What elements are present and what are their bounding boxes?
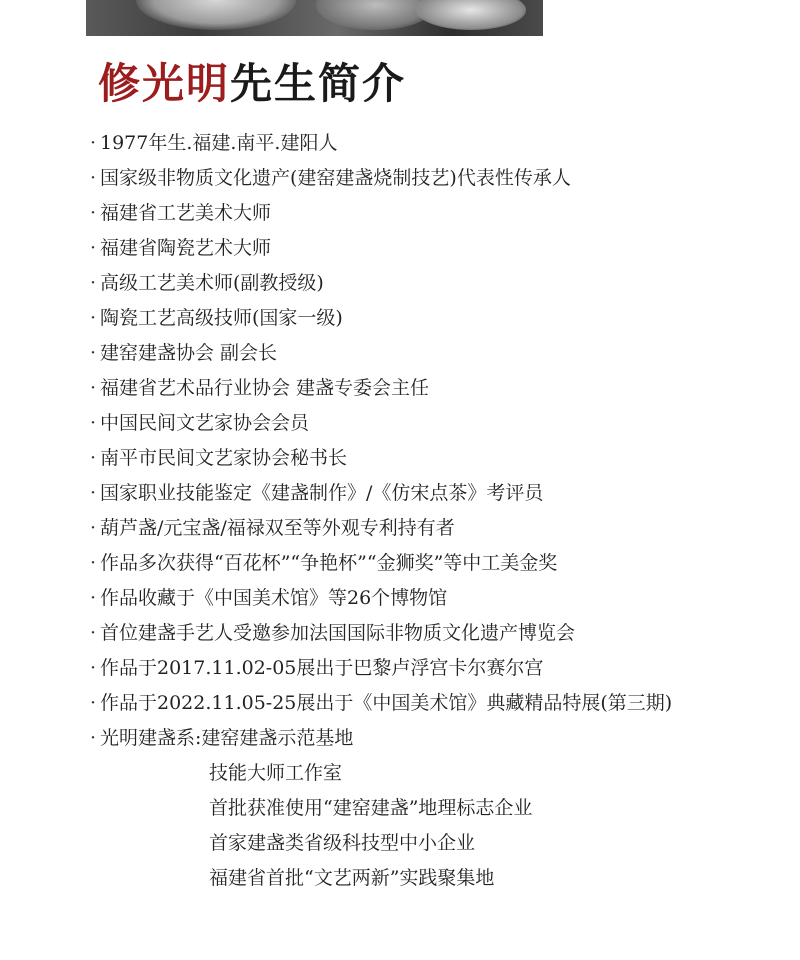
bullet: · [89, 587, 97, 609]
list-item-text: 陶瓷工艺高级技师(国家一级) [100, 307, 343, 329]
photo-highlight [416, 0, 526, 30]
bullet: · [89, 202, 97, 224]
list-item-text: 国家级非物质文化遗产(建窑建盏烧制技艺)代表性传承人 [100, 167, 571, 189]
title-name: 修光明 [98, 59, 231, 108]
bullet: · [89, 307, 97, 329]
bullet: · [89, 342, 97, 364]
bullet: · [89, 482, 97, 504]
list-item [86, 511, 786, 546]
bullet: · [89, 167, 97, 189]
list-item-text: 作品于2022.11.05-25展出于《中国美术馆》典藏精品特展(第三期) [100, 692, 673, 714]
bullet: · [89, 692, 97, 714]
sub-list-item: 福建省首批“文艺两新”实践聚集地 [209, 867, 495, 889]
list-item [86, 546, 786, 581]
list-item [86, 301, 786, 336]
list-item [86, 441, 786, 476]
list-item [86, 581, 786, 616]
bullet: · [89, 132, 97, 154]
list-item-text: 作品收藏于《中国美术馆》等26个博物馆 [100, 587, 448, 609]
sub-list-item: 技能大师工作室 [209, 762, 343, 784]
bullet: · [89, 622, 97, 644]
bio-list [86, 126, 786, 756]
list-item [86, 406, 786, 441]
list-item [86, 651, 786, 686]
bullet: · [89, 237, 97, 259]
page-title [98, 56, 406, 112]
list-item [86, 231, 786, 266]
list-item [86, 266, 786, 301]
list-item-text: 作品于2017.11.02-05展出于巴黎卢浮宫卡尔赛尔宫 [100, 657, 544, 679]
list-item [86, 196, 786, 231]
bullet: · [89, 727, 97, 749]
list-item [86, 371, 786, 406]
list-item-text: 葫芦盏/元宝盏/福禄双至等外观专利持有者 [100, 517, 455, 539]
list-item-text: 福建省陶瓷艺术大师 [100, 237, 272, 259]
list-item-text: 建窑建盏协会 副会长 [100, 342, 278, 364]
sub-list-item: 首批获准使用“建窑建盏”地理标志企业 [209, 797, 533, 819]
bullet: · [89, 412, 97, 434]
list-item [86, 161, 786, 196]
bullet: · [89, 272, 97, 294]
base-sub-list [209, 756, 532, 896]
bullet: · [89, 552, 97, 574]
list-item-text: 1977年生.福建.南平.建阳人 [100, 132, 338, 154]
list-item [86, 721, 786, 756]
list-item [86, 336, 786, 371]
bullet: · [89, 447, 97, 469]
list-item [86, 476, 786, 511]
list-item-text: 国家职业技能鉴定《建盏制作》/《仿宋点茶》考评员 [100, 482, 544, 504]
list-item [86, 126, 786, 161]
list-item-text: 中国民间文艺家协会会员 [100, 412, 310, 434]
list-item-text: 高级工艺美术师(副教授级) [100, 272, 324, 294]
list-item-text: 福建省艺术品行业协会 建盏专委会主任 [100, 377, 430, 399]
title-rest: 先生简介 [230, 59, 407, 108]
list-item [86, 616, 786, 651]
photo-highlight [136, 0, 296, 30]
list-item-text: 福建省工艺美术大师 [100, 202, 272, 224]
list-item-text: 光明建盏系:建窑建盏示范基地 [100, 727, 354, 749]
list-item-text: 南平市民间文艺家协会秘书长 [100, 447, 348, 469]
header-photo [86, 0, 543, 36]
bullet: · [89, 377, 97, 399]
bullet: · [89, 657, 97, 679]
list-item [86, 686, 786, 721]
bullet: · [89, 517, 97, 539]
sub-list-item: 首家建盏类省级科技型中小企业 [209, 832, 476, 854]
list-item-text: 作品多次获得“百花杯”“争艳杯”“金狮奖”等中工美金奖 [100, 552, 558, 574]
list-item-text: 首位建盏手艺人受邀参加法国国际非物质文化遗产博览会 [100, 622, 576, 644]
